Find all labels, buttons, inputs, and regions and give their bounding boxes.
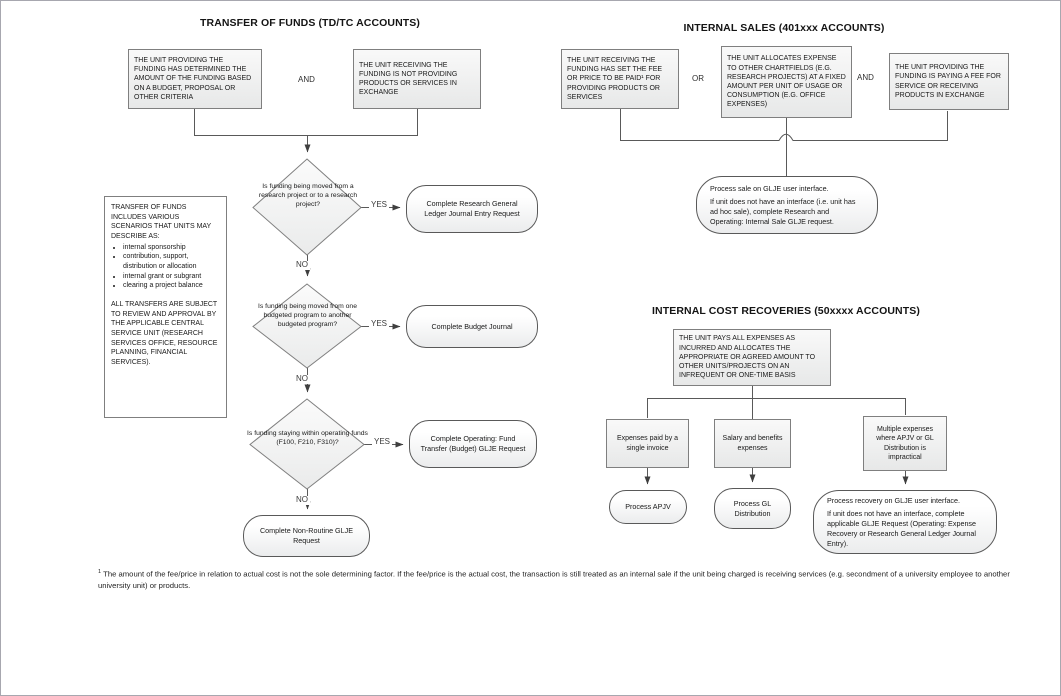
or-connector-label: OR [692,74,704,83]
transfer-note-intro: TRANSFER OF FUNDS INCLUDES VARIOUS SCENARIOS THAT UNITS MAY DESCRIBE AS: [111,204,212,240]
decision-question-research: Is funding being moved from a research project or to a research project? [258,183,358,208]
transfer-note-outro: ALL TRANSFERS ARE SUBJECT TO REVIEW AND APPROVAL BY THE APPLICABLE CENTRAL SERVICE UNIT (RESEARCH SERVICES OFFICE, RESOURCE PLANNING, FINANCIAL SERVICES). [111,300,218,366]
footnote [98,568,1010,592]
footnote-text: The amount of the fee/price in relation to actual cost is not the sole determining factor. If the fee/price is the actual cost, the transaction is still treated as an internal sale if the unit being charged is receiving services (e.g. secondment of a university employee to another university unit) or products. [98,569,1010,591]
and-connector-label: AND [298,75,315,84]
condition-box-fee: THE UNIT RECEIVING THE FUNDING HAS SET THE FEE OR PRICE TO BE PAID¹ FOR PROVIDING PRODUCTS OR SERVICES [561,49,679,109]
outcome-research-glje: Complete Research General Ledger Journal Entry Request [406,185,538,233]
process-sale-line1: Process sale on GLJE user interface. [710,183,829,193]
note-bullet: • clearing a project balance [123,281,220,291]
outcome-budget-journal: Complete Budget Journal [406,305,538,348]
no-label-2: NO [296,374,308,383]
outcome-process-gl-distribution: Process GL Distribution [714,488,791,529]
and-connector-label-sales: AND [857,73,874,82]
transfer-merge-line [195,108,418,136]
outcome-non-routine: Complete Non-Routine GLJE Request [243,515,370,557]
condition-box-receiver: THE UNIT RECEIVING THE FUNDING IS NOT PROVIDING PRODUCTS OR SERVICES IN EXCHANGE [353,49,481,109]
branch-box-salary: Salary and benefits expenses [714,419,791,468]
no-label-1: NO [296,260,308,269]
yes-label-3: YES [374,437,391,446]
transfer-section-title: TRANSFER OF FUNDS (TD/TC ACCOUNTS) [200,17,420,29]
condition-box-pays-all: THE UNIT PAYS ALL EXPENSES AS INCURRED AND ALLOCATES THE APPROPRIATE OR AGREED AMOUNT TO OTHER UNITS/PROJECTS ON AN INFREQUENT OR ONE-TIME BASIS [673,329,831,386]
branch-box-multiple: Multiple expenses where APJV or GL Distribution is impractical [863,416,947,471]
note-bullet: • contribution, support, distribution or allocation [123,252,220,271]
outcome-fund-transfer: Complete Operating: Fund Transfer (Budget) GLJE Request [409,420,537,468]
process-recovery-line2: If unit does not have an interface, complete applicable GLJE Request (Operating: Expense Recovery or Research General Ledger Journal Entry). [827,509,977,548]
yes-label-2: YES [371,319,388,328]
yes-label-1: YES [371,200,388,209]
process-sale-line2: If unit does not have an interface (i.e. unit has ad hoc sale), complete Research and Operating: Internal Sale GLJE request. [710,197,856,226]
note-bullet: • internal sponsorship [123,243,220,253]
branch-box-invoice: Expenses paid by a single invoice [606,419,689,468]
cost-recoveries-section-title: INTERNAL COST RECOVERIES (50xxxx ACCOUNTS) [652,305,920,317]
footnote-superscript: 1 [98,569,102,575]
internal-sales-section-title: INTERNAL SALES (401xxx ACCOUNTS) [683,22,885,34]
process-recovery-line1: Process recovery on GLJE user interface. [827,495,961,505]
no-label-3: NO [296,495,308,504]
outcome-process-sale [696,176,878,234]
outcome-process-recovery [813,490,997,554]
decision-question-operating: Is funding staying within operating funds (F100, F210, F310)? [247,430,368,446]
transfer-note-bullets [111,243,220,291]
transfer-note-box [104,196,227,418]
condition-box-provider: THE UNIT PROVIDING THE FUNDING HAS DETERMINED THE AMOUNT OF THE FUNDING BASED ON A BUDGET, PROPOSAL OR OTHER CRITERIA [128,49,262,109]
note-bullet: • internal grant or subgrant [123,272,220,282]
outcome-process-apjv: Process APJV [609,490,687,524]
condition-box-allocates: THE UNIT ALLOCATES EXPENSE TO OTHER CHARTFIELDS (E.G. RESEARCH PROJECTS) AT A FIXED AMOUNT PER UNIT OF USAGE OR CONSUMPTION (E.G. OFFICE EXPENSES) [721,46,852,118]
condition-box-paying: THE UNIT PROVIDING THE FUNDING IS PAYING A FEE FOR SERVICE OR RECEIVING PRODUCTS IN EXCHANGE [889,53,1009,110]
decision-question-budget: Is funding being moved from one budgeted program to another budgeted program? [258,303,357,328]
